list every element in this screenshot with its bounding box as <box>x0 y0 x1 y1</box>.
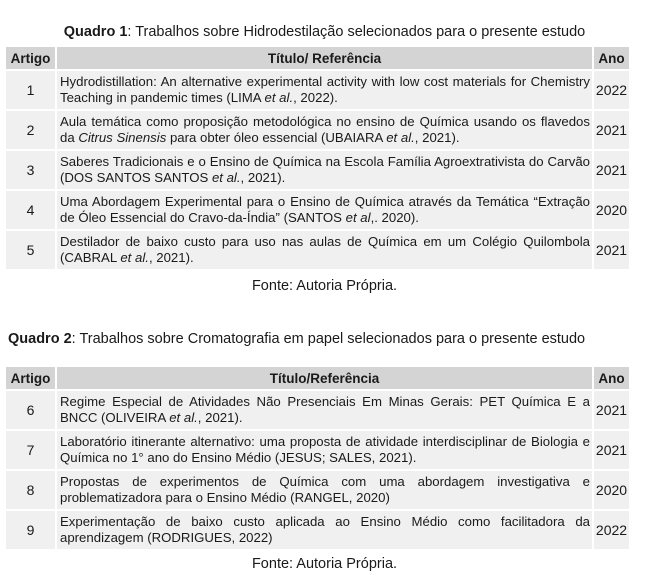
titulo-segment: Propostas de experimentos de Química com uma abordagem investigativa e problematizadora para o Ensino Médio (RANGEL, 2020) <box>60 474 590 505</box>
header-titulo: Título/ Referência <box>56 47 593 70</box>
titulo-referencia <box>56 190 593 230</box>
titulo-segment: Aula temática como proposição metodológica no ensino de Química usando os flavedos da <box>60 114 590 145</box>
titulo-segment: , 2021). <box>414 130 460 145</box>
artigo-number: 7 <box>6 430 56 470</box>
header-ano: Ano <box>593 367 629 390</box>
titulo-segment: Experimentação de baixo custo aplicada ao Ensino Médio como facilitadora da aprendizagem (RODRIGUES, 2022) <box>60 514 590 545</box>
titulo-referencia <box>56 510 593 550</box>
titulo-segment: Laboratório itinerante alternativo: uma proposta de atividade interdisciplinar de Biologia e Química no 1° ano do Ensino Médio (JESUS; SALES, 2021). <box>60 434 590 465</box>
titulo-segment: et al. <box>169 410 198 425</box>
table-row <box>6 110 629 150</box>
ano: 2021 <box>593 110 629 150</box>
table-row <box>6 470 629 510</box>
titulo-segment: Uma Abordagem Experimental para o Ensino de Química através da Temática “Extração de Óleo Essencial do Cravo-da-Índia” (SANTOS <box>60 194 590 225</box>
quadro2-table <box>6 367 629 551</box>
artigo-number: 4 <box>6 190 56 230</box>
titulo-segment: , 2021). <box>197 410 243 425</box>
ano: 2021 <box>593 430 629 470</box>
ano: 2021 <box>593 150 629 190</box>
titulo-referencia <box>56 430 593 470</box>
titulo-referencia <box>56 390 593 430</box>
quadro2-header-row <box>6 367 629 390</box>
table-row <box>6 70 629 110</box>
titulo-segment: , 2022). <box>293 90 338 105</box>
quadro2-caption <box>8 331 648 347</box>
titulo-segment: et al. <box>211 170 241 185</box>
ano: 2021 <box>593 390 629 430</box>
quadro1-table <box>6 47 629 271</box>
titulo-segment: et al. <box>264 90 294 105</box>
header-titulo: Título/Referência <box>56 367 593 390</box>
artigo-number: 2 <box>6 110 56 150</box>
artigo-number: 5 <box>6 230 56 270</box>
table-row <box>6 390 629 430</box>
quadro2-caption-text: : Trabalhos sobre Cromatografia em papel selecionados para o presente estudo <box>71 331 586 347</box>
quadro1-source: Fonte: Autoria Própria. <box>251 278 398 294</box>
ano: 2022 <box>593 70 629 110</box>
table-row <box>6 150 629 190</box>
artigo-number: 8 <box>6 470 56 510</box>
quadro1-caption-text: : Trabalhos sobre Hidrodestilação selecionados para o presente estudo <box>127 24 586 40</box>
titulo-segment: Hydrodistillation: An alternative experimental activity with low cost materials for Chemistry Teaching in pandemic times (LIMA <box>60 74 590 105</box>
quadro2-source: Fonte: Autoria Própria. <box>251 556 398 572</box>
table-row <box>6 430 629 470</box>
titulo-referencia <box>56 150 593 190</box>
artigo-number: 1 <box>6 70 56 110</box>
titulo-segment: Regime Especial de Atividades Não Presenciais Em Minas Gerais: PET Química E a BNCC (OLIVEIRA <box>60 394 590 425</box>
titulo-referencia <box>56 110 593 150</box>
table-row <box>6 190 629 230</box>
quadro1-header-row <box>6 47 629 70</box>
ano: 2020 <box>593 470 629 510</box>
titulo-segment: et al. <box>120 250 149 265</box>
quadro1-caption <box>0 24 649 40</box>
titulo-segment: , 2021). <box>240 170 286 185</box>
titulo-referencia <box>56 70 593 110</box>
titulo-segment: Citrus Sinensis <box>78 130 167 145</box>
titulo-segment: Saberes Tradicionais e o Ensino de Química na Escola Família Agroextrativista do Carvão (DOS SANTOS SANTOS <box>60 154 590 185</box>
artigo-number: 3 <box>6 150 56 190</box>
table-row <box>6 230 629 270</box>
table-row <box>6 510 629 550</box>
titulo-segment: et al. <box>386 130 415 145</box>
ano: 2021 <box>593 230 629 270</box>
header-ano: Ano <box>593 47 629 70</box>
titulo-segment: Destilador de baixo custo para uso nas aulas de Química em um Colégio Quilombola (CABRAL <box>60 234 590 265</box>
quadro1-label: Quadro 1 <box>63 24 128 40</box>
titulo-segment: et al <box>345 210 371 225</box>
header-artigo: Artigo <box>6 367 56 390</box>
ano: 2020 <box>593 190 629 230</box>
titulo-referencia <box>56 230 593 270</box>
header-artigo: Artigo <box>6 47 56 70</box>
ano: 2022 <box>593 510 629 550</box>
quadro2-label: Quadro 2 <box>8 331 72 347</box>
artigo-number: 6 <box>6 390 56 430</box>
artigo-number: 9 <box>6 510 56 550</box>
titulo-segment: para obter óleo essencial (UBAIARA <box>166 130 387 145</box>
titulo-segment: , 2021). <box>148 250 194 265</box>
titulo-referencia <box>56 470 593 510</box>
titulo-segment: ,. 2020). <box>370 210 419 225</box>
